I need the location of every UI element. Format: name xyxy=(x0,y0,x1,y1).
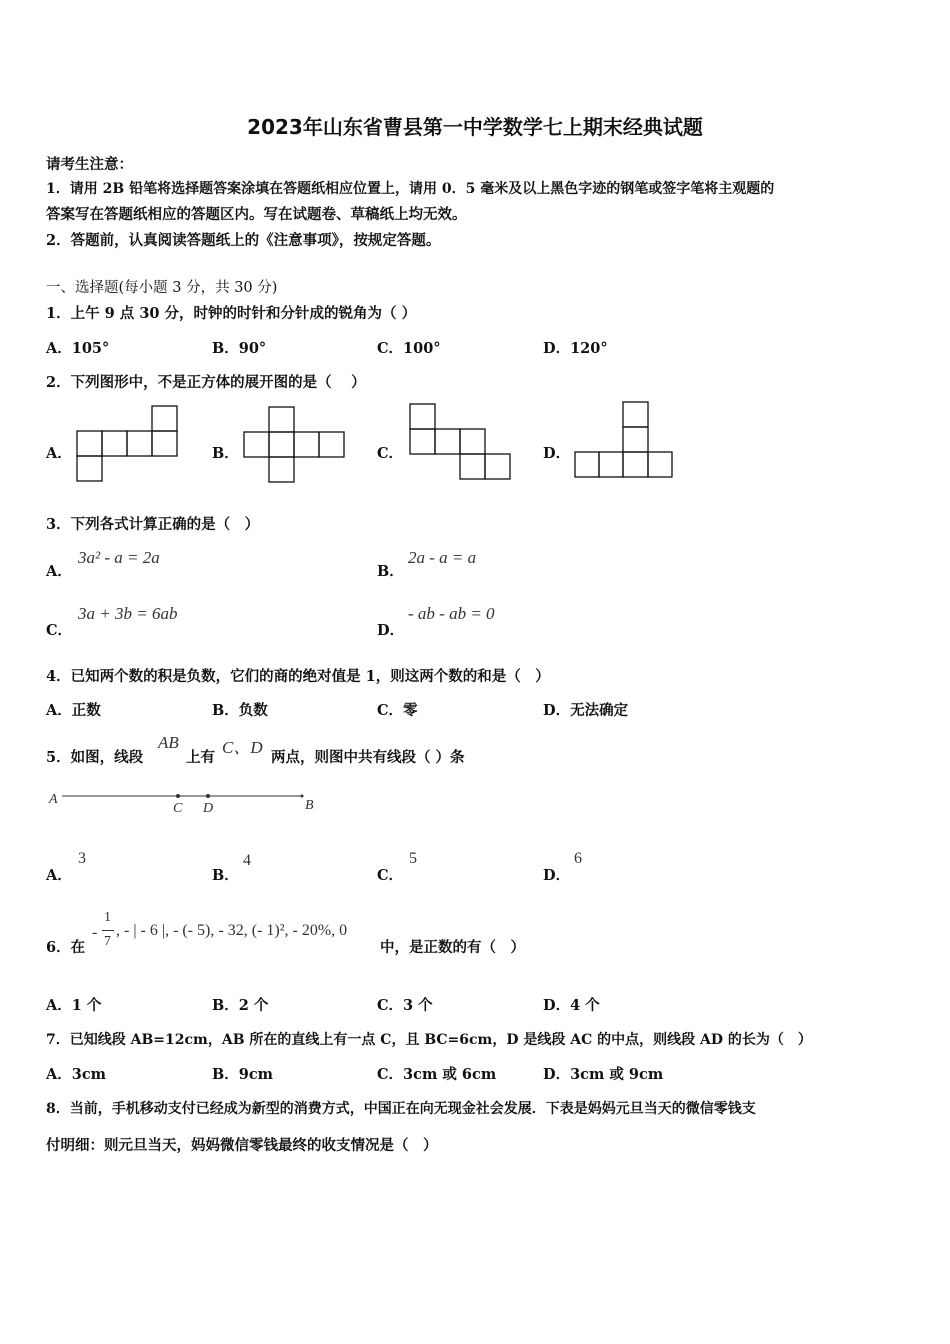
label-point-c: C xyxy=(173,801,183,816)
question-2-option-a[interactable]: A． xyxy=(46,445,72,462)
section-heading: 一、选择题(每小题 3 分，共 30 分) xyxy=(46,280,278,296)
question-8-stem-line-2: 付明细：则元旦当天，妈妈微信零钱最终的收支情况是（ ） xyxy=(46,1137,438,1154)
question-6-stem-part-2: 中，是正数的有（ ） xyxy=(380,939,525,956)
question-5-stem-part-3: 两点，则图中共有线段（ ）条 xyxy=(271,749,465,766)
question-7-stem: 7．已知线段 AB=12cm，AB 所在的直线上有一点 C，且 BC=6cm，D 是线段 AC 的中点，则线段 AD 的长为（ ） xyxy=(46,1032,812,1048)
label-point-b: B xyxy=(305,798,314,813)
label-point-a: A xyxy=(49,792,58,807)
question-3-expression-d: - ab - ab = 0 xyxy=(408,604,495,623)
question-3-expression-c: 3a + 3b = 6ab xyxy=(78,604,178,623)
point-d-dot xyxy=(206,794,210,798)
question-8-stem-line-1: 8．当前，手机移动支付已经成为新型的消费方式，中国正在向无现金社会发展．下表是妈妈元旦当天的微信零钱支 xyxy=(46,1101,756,1117)
question-4-option-d[interactable]: D．无法确定 xyxy=(543,702,629,719)
question-1-option-d[interactable]: D．120° xyxy=(543,340,608,357)
question-7-option-c[interactable]: C．3cm 或 6cm xyxy=(377,1066,497,1083)
label-point-d: D xyxy=(203,801,214,816)
question-6-option-d[interactable]: D．4 个 xyxy=(543,997,600,1014)
question-5-stem-part-1: 5．如图，线段 xyxy=(46,749,144,766)
question-5-value-d: 6 xyxy=(574,850,582,867)
question-3-expression-b: 2a - a = a xyxy=(408,548,477,567)
question-7-option-d[interactable]: D．3cm 或 9cm xyxy=(543,1066,664,1083)
fraction-numerator: 1 xyxy=(104,910,111,925)
notice-line-1b: 答案写在答题纸相应的答题区内。写在试题卷、草稿纸上均无效。 xyxy=(46,206,467,223)
notice-line-2: 2．答题前，认真阅读答题纸上的《注意事项》，按规定答题。 xyxy=(46,232,441,249)
question-5-option-d[interactable]: D． xyxy=(543,867,571,884)
question-2-option-d[interactable]: D． xyxy=(543,445,571,462)
question-4-option-b[interactable]: B．负数 xyxy=(212,702,268,719)
fraction-denominator: 7 xyxy=(104,934,111,949)
fraction-bar xyxy=(102,930,114,931)
question-5-option-a[interactable]: A． xyxy=(46,867,72,884)
question-3-option-c[interactable]: C． xyxy=(46,622,73,639)
point-c-dot xyxy=(176,794,180,798)
question-5-value-c: 5 xyxy=(409,850,417,867)
question-6-stem-part-1: 6．在 xyxy=(46,939,86,956)
fraction-minus-sign: - xyxy=(92,924,98,941)
question-3-expression-a: 3a² - a = 2a xyxy=(78,548,160,567)
notice-heading: 请考生注意： xyxy=(46,156,133,173)
question-6-option-b[interactable]: B．2 个 xyxy=(212,997,269,1014)
question-2-stem: 2．下列图形中，不是正方体的展开图的是（ ） xyxy=(46,374,366,391)
question-5-value-a: 3 xyxy=(78,850,86,867)
question-5-option-c[interactable]: C． xyxy=(377,867,404,884)
question-3-stem: 3．下列各式计算正确的是（ ） xyxy=(46,516,260,533)
question-1-option-c[interactable]: C．100° xyxy=(377,340,441,357)
question-1-option-b[interactable]: B．90° xyxy=(212,340,267,357)
question-1-option-a[interactable]: A．105° xyxy=(46,340,110,357)
question-1-stem: 1．上午 9 点 30 分，时钟的时针和分针成的锐角为（ ） xyxy=(46,305,417,322)
question-2-option-b[interactable]: B． xyxy=(212,445,239,462)
notice-line-1a: 1．请用 2B 铅笔将选择题答案涂填在答题纸相应位置上，请用 0．5 毫米及以上黑色字迹的钢笔或签字笔将主观题的 xyxy=(46,181,775,197)
question-3-option-b[interactable]: B． xyxy=(377,563,404,580)
question-6-option-a[interactable]: A．1 个 xyxy=(46,997,102,1014)
question-4-option-c[interactable]: C．零 xyxy=(377,702,418,719)
question-5-value-b: 4 xyxy=(243,852,251,869)
question-6-option-c[interactable]: C．3 个 xyxy=(377,997,433,1014)
question-5-segment-ab: AB xyxy=(158,733,179,752)
question-7-option-b[interactable]: B．9cm xyxy=(212,1066,274,1083)
question-7-option-a[interactable]: A．3cm xyxy=(46,1066,107,1083)
question-4-option-a[interactable]: A．正数 xyxy=(46,702,101,719)
question-2-option-c[interactable]: C． xyxy=(377,445,404,462)
question-5-points-cd: C、D xyxy=(222,738,263,757)
page-title: 2023年山东省曹县第一中学数学七上期末经典试题 xyxy=(247,115,703,139)
question-6-number-list: , - | - 6 |, - (- 5), - 32, (- 1)², - 20%, 0 xyxy=(116,922,348,939)
question-5-stem-part-2: 上有 xyxy=(186,749,215,766)
question-4-stem: 4．已知两个数的积是负数，它们的商的绝对值是 1，则这两个数的和是（ ） xyxy=(46,668,550,685)
question-3-option-d[interactable]: D． xyxy=(377,622,405,639)
question-3-option-a[interactable]: A． xyxy=(46,563,72,580)
point-b-dot xyxy=(301,795,304,798)
question-5-option-b[interactable]: B． xyxy=(212,867,239,884)
